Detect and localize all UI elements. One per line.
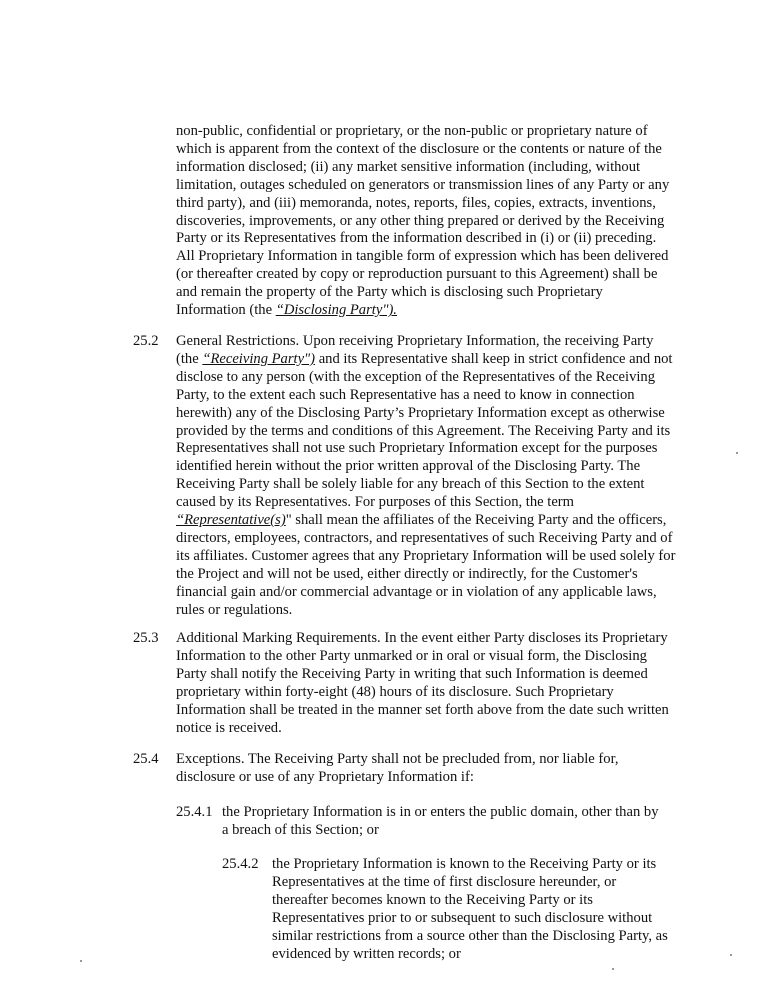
defined-term-receiving-party: “Receiving Party") — [202, 350, 316, 367]
section-25-3-paragraph — [176, 630, 670, 737]
defined-term-disclosing-party: “Disclosing Party"). — [275, 302, 397, 319]
intro-text: non-public, confidential or proprietary, or the non-public or proprietary nature of which is apparent from the context of the disclosure or the contents or nature of the information disclosed; (ii) any market sensitive information (including, without limitation, outages scheduled on generators or transmission lines of any Party or any third party), and (iii) memoranda, notes, reports, files, copies, extracts, inventions, discoveries, improvements, or any other thing prepared or derived by the Receiving Party or its Representatives from the information described in (i) or (ii) preceding. All Proprietary Information in tangible form of expression which has been delivered (or thereafter created by copy or reproduction pursuant to this Agreement) shall be and remain the property of the Party which is disclosing such Proprietary Information (the — [176, 123, 670, 319]
section-25-3-text: Additional Marking Requirements. In the event either Party discloses its Proprietary Information to the other Party unmarked or in oral or visual form, the Disclosing Party shall notify the Receiving Party in writing that such Information is deemed proprietary within forty-eight (48) hours of its disclosure. Such Proprietary Information shall be treated in the manner set forth above from the date such written notice is received. — [176, 630, 669, 736]
section-number: 25.4 — [133, 751, 159, 767]
section-25-4-1-paragraph — [222, 804, 666, 840]
defined-term-representatives: “Representative(s) — [176, 512, 286, 529]
scan-speck — [80, 960, 82, 962]
scan-speck — [736, 452, 738, 454]
section-25-4-2-paragraph — [272, 856, 672, 963]
section-25-2-text-3: " shall mean the affiliates of the Receiving Party and the officers, directors, employees, contractors, and representatives of such Receiving Party and of its affiliates. Customer agrees that any Proprietary Information will be used solely for the Project and will not be used, either directly or indirectly, for the Customer's financial gain and/or commercial advantage or in violation of any applicable laws, rules or regulations. — [176, 512, 676, 618]
section-25-2-paragraph — [176, 333, 676, 620]
section-25-2-text: General Restrictions. Upon receiving Proprietary Information, the receiving Party (the — [176, 333, 654, 367]
section-25-4-paragraph — [176, 751, 646, 787]
section-25-4-2-text: the Proprietary Information is known to the Receiving Party or its Representatives at the time of first disclosure hereunder, or thereafter becomes known to the Receiving Party or its Representatives prior to or subsequent to such disclosure without similar restrictions from a source other than the Disclosing Party, as evidenced by written records; or — [272, 856, 668, 962]
section-25-4-text: Exceptions. The Receiving Party shall not be precluded from, nor liable for, disclosure or use of any Proprietary Information if: — [176, 751, 619, 785]
section-number: 25.2 — [133, 333, 159, 349]
subsection-number: 25.4.1 — [176, 804, 213, 820]
scan-speck — [730, 954, 732, 956]
subsection-number: 25.4.2 — [222, 856, 259, 872]
section-25-4-1-text: the Proprietary Information is in or enters the public domain, other than by a breach of this Section; or — [222, 804, 659, 838]
intro-paragraph — [176, 123, 672, 320]
section-25-2-text-2: and its Representative shall keep in strict confidence and not disclose to any person (with the exception of the Representatives of the Receiving Party, to the extent each such Representative has a need to know in connection herewith) any of the Disclosing Party’s Proprietary Information except as otherwise provided by the terms and conditions of this Agreement. The Receiving Party and its Representatives shall not use such Proprietary Information except for the purposes identified herein without the prior written approval of the Disclosing Party. The Receiving Party shall be solely liable for any breach of this Section to the extent caused by its Representatives. For purposes of this Section, the term — [176, 350, 673, 511]
scan-speck — [612, 968, 614, 970]
section-number: 25.3 — [133, 630, 159, 646]
